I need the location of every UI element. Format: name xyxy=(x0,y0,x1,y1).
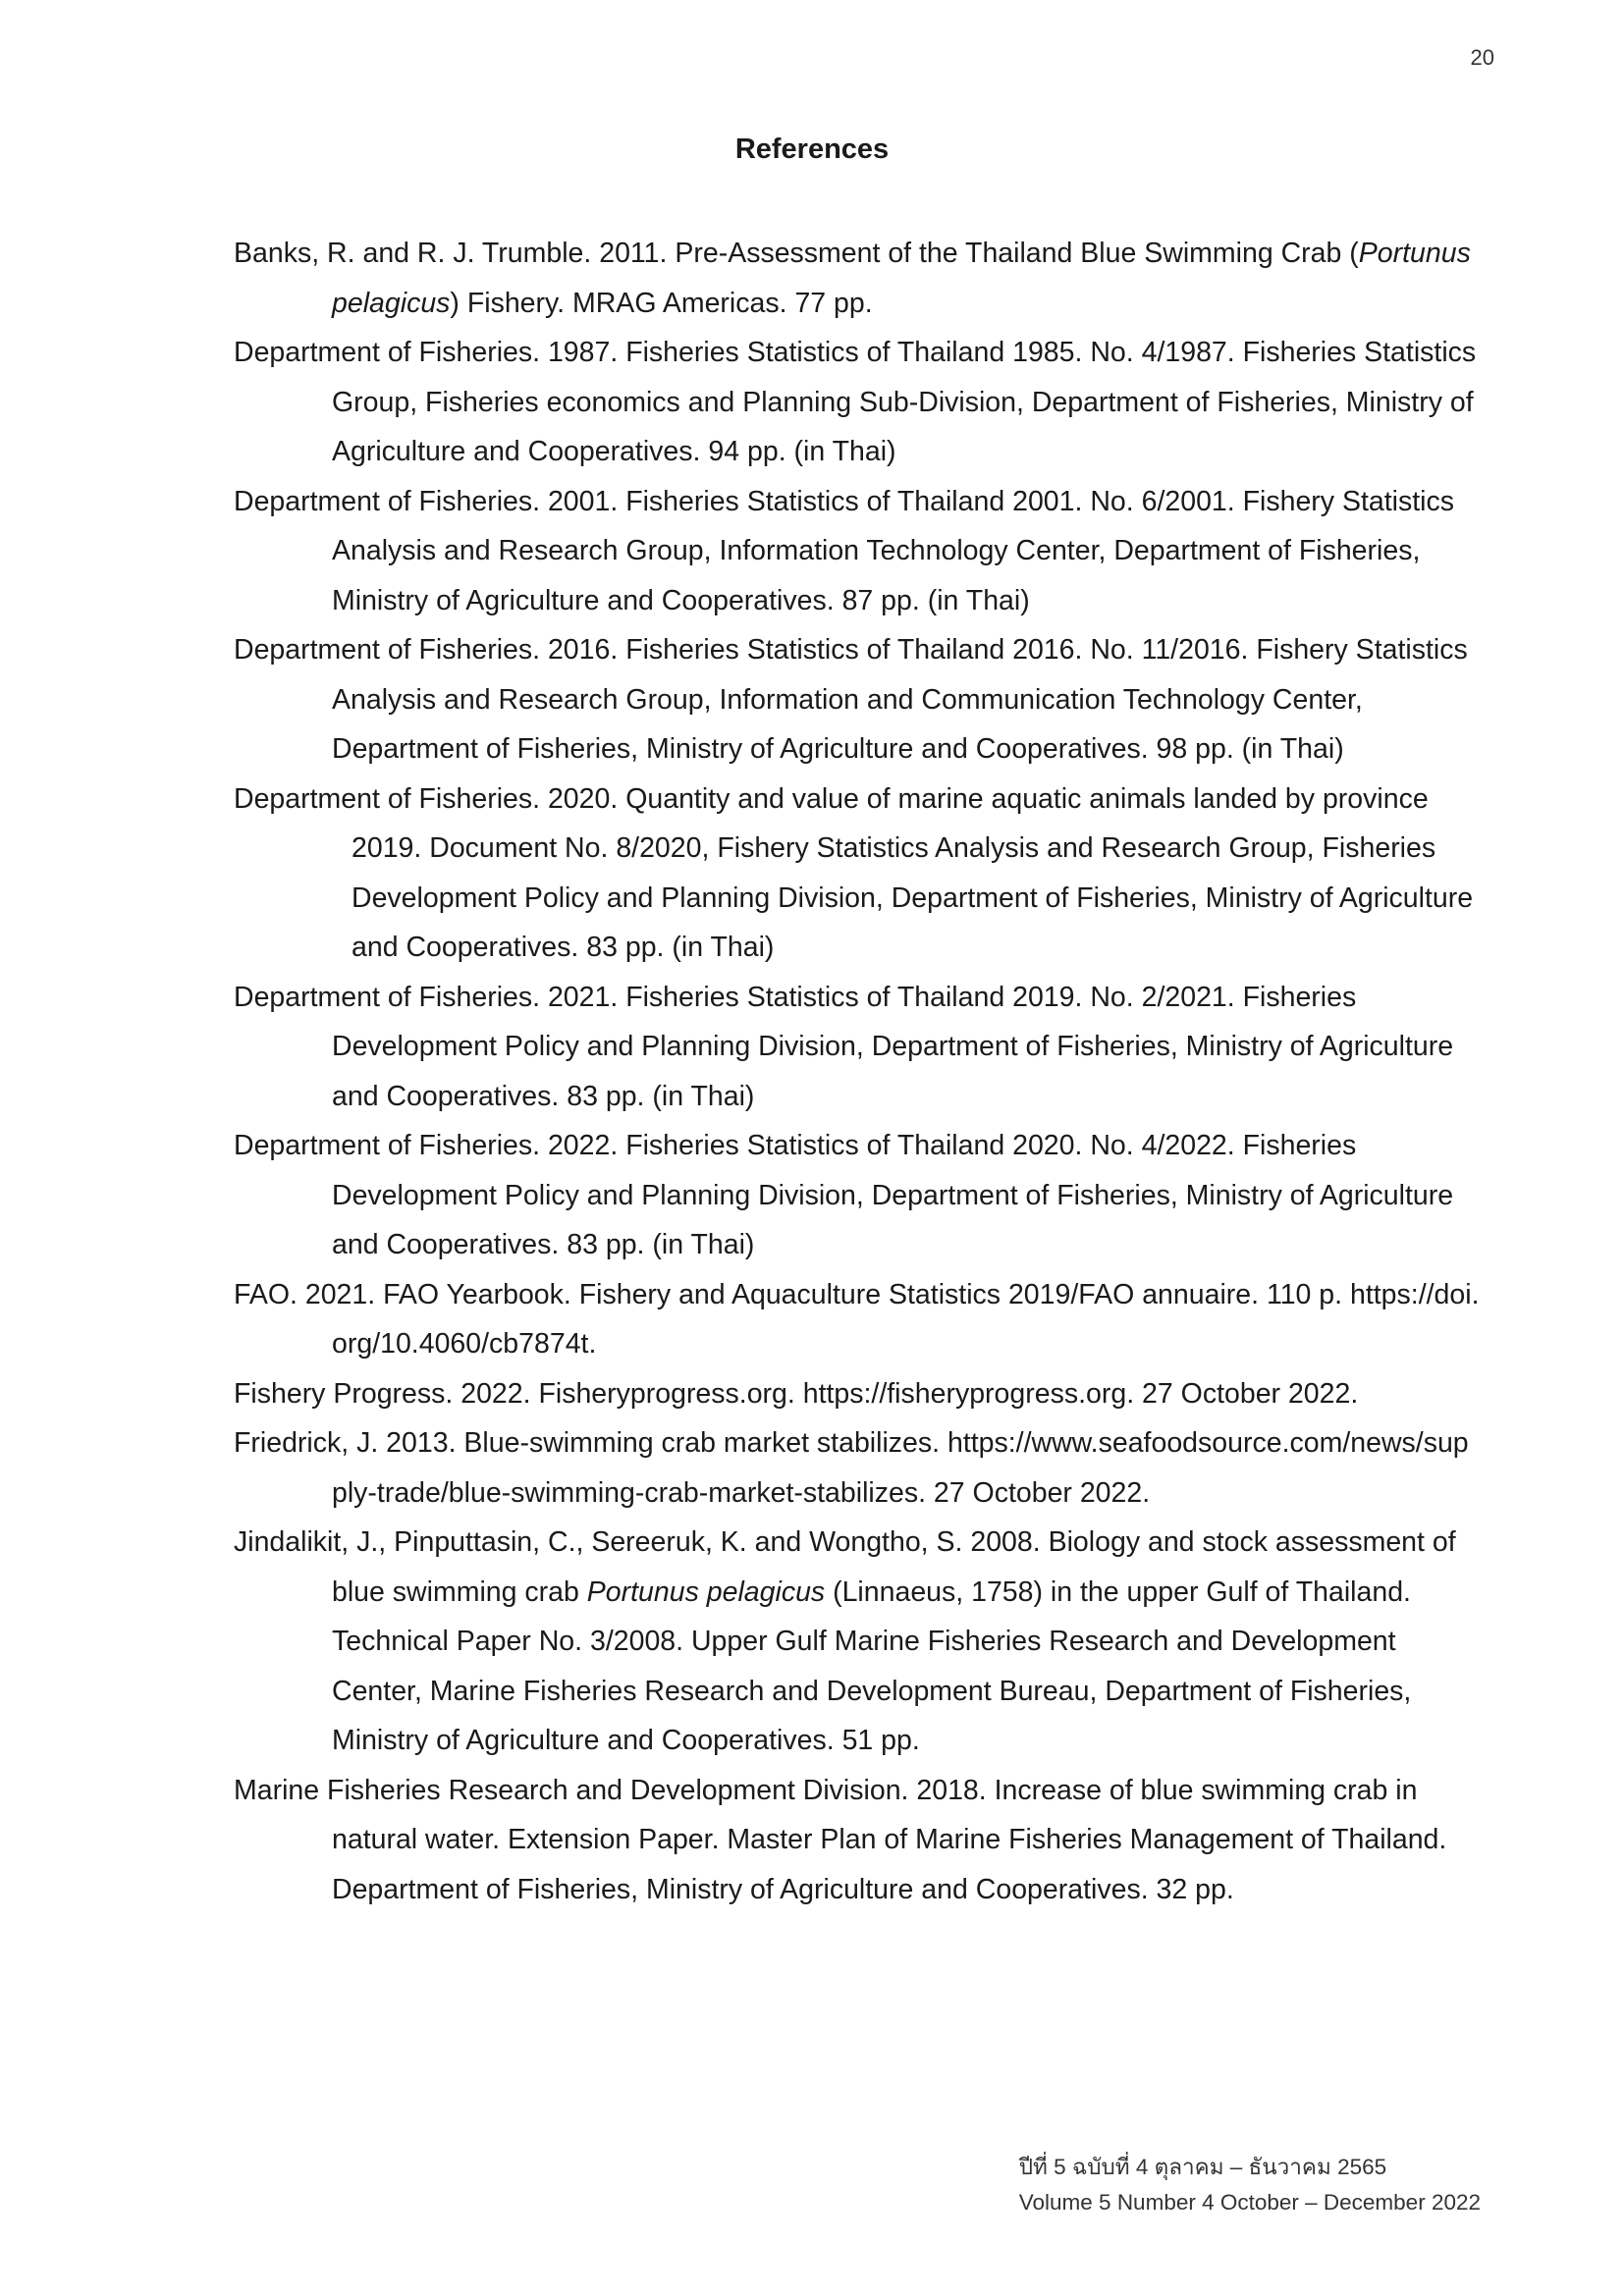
reference-text: ) Fishery. MRAG Americas. 77 pp. xyxy=(450,287,873,319)
reference-list xyxy=(234,229,1481,1914)
reference-item: Department of Fisheries. 2001. Fisheries Statistics of Thailand 2001. No. 6/2001. Fishery Statistics Analysis and Research Group, Information Technology Center, Department of Fisheries, Ministry of Agriculture and Cooperatives. 87 pp. (in Thai) xyxy=(234,485,1454,616)
reference-item: Department of Fisheries. 2020. Quantity and value of marine aquatic animals landed by province 2019. Document No. 8/2020, Fishery Statistics Analysis and Research Group, Fisheries Development Policy and Planning Division, Department of Fisheries, Ministry of Agriculture and Cooperatives. 83 pp. (in Thai) xyxy=(234,782,1474,963)
reference-item: Department of Fisheries. 1987. Fisheries Statistics of Thailand 1985. No. 4/1987. Fisheries Statistics Group, Fisheries economics and Planning Sub-Division, Department of Fisheries, Ministry of Agriculture and Cooperatives. 94 pp. (in Thai) xyxy=(234,337,1477,467)
references-heading: References xyxy=(734,133,890,165)
reference-text: (Linnaeus, 1758) in the upper Gulf of Thailand. Technical Paper No. 3/2008. Upper Gulf Marine Fisheries Research and Development Center, Marine Fisheries Research and Development Bureau, Department of Fisheries, Ministry of Agriculture and Cooperatives. 51 pp. xyxy=(332,1575,1412,1756)
reference-item: Marine Fisheries Research and Development Division. 2018. Increase of blue swimming crab in natural water. Extension Paper. Master Plan of Marine Fisheries Management of Thailand. Department of Fisheries, Ministry of Agriculture and Cooperatives. 32 pp. xyxy=(234,1774,1447,1905)
reference-item xyxy=(234,229,1481,328)
reference-text: Jindalikit, J., Pinputtasin, C., Sereeruk, K. and Wongtho, S. 2008. Biology and stock assessment of blue swimming crab xyxy=(234,1526,1456,1608)
footer-thai-line: ปีที่ 5 ฉบับที่ 4 ตุลาคม – ธันวาคม 2565 xyxy=(1018,2155,1387,2179)
species-name: Portunus pelagicus xyxy=(586,1575,826,1608)
reference-item: Fishery Progress. 2022. Fisheryprogress.org. https://fisheryprogress.org. 27 October 2022. xyxy=(234,1377,1359,1410)
reference-item xyxy=(234,1518,1481,1766)
journal-footer xyxy=(1019,2150,1481,2220)
footer-english-line: Volume 5 Number 4 October – December 2022 xyxy=(1018,2190,1481,2215)
reference-item: Department of Fisheries. 2021. Fisheries Statistics of Thailand 2019. No. 2/2021. Fisheries Development Policy and Planning Division, Department of Fisheries, Ministry of Agriculture and Cooperatives. 83 pp. (in Thai) xyxy=(234,981,1454,1112)
reference-item: Friedrick, J. 2013. Blue-swimming crab market stabilizes. https://www.seafoodsource.com/news/supply-trade/blue-swimming-crab-market-stabilizes. 27 October 2022. xyxy=(234,1427,1469,1509)
page-number: 20 xyxy=(1470,45,1494,70)
species-name: Portunus pelagicus xyxy=(332,238,1471,319)
reference-item: FAO. 2021. FAO Yearbook. Fishery and Aquaculture Statistics 2019/FAO annuaire. 110 p. https://doi.org/10.4060/cb7874t. xyxy=(234,1278,1480,1360)
reference-text: Banks, R. and R. J. Trumble. 2011. Pre-Assessment of the Thailand Blue Swimming Crab ( xyxy=(234,238,1359,269)
reference-item: Department of Fisheries. 2016. Fisheries Statistics of Thailand 2016. No. 11/2016. Fishery Statistics Analysis and Research Group, Information and Communication Technology Center, Department of Fisheries, Ministry of Agriculture and Cooperatives. 98 pp. (in Thai) xyxy=(234,634,1468,765)
reference-item: Department of Fisheries. 2022. Fisheries Statistics of Thailand 2020. No. 4/2022. Fisheries Development Policy and Planning Division, Department of Fisheries, Ministry of Agriculture and Cooperatives. 83 pp. (in Thai) xyxy=(234,1130,1454,1260)
